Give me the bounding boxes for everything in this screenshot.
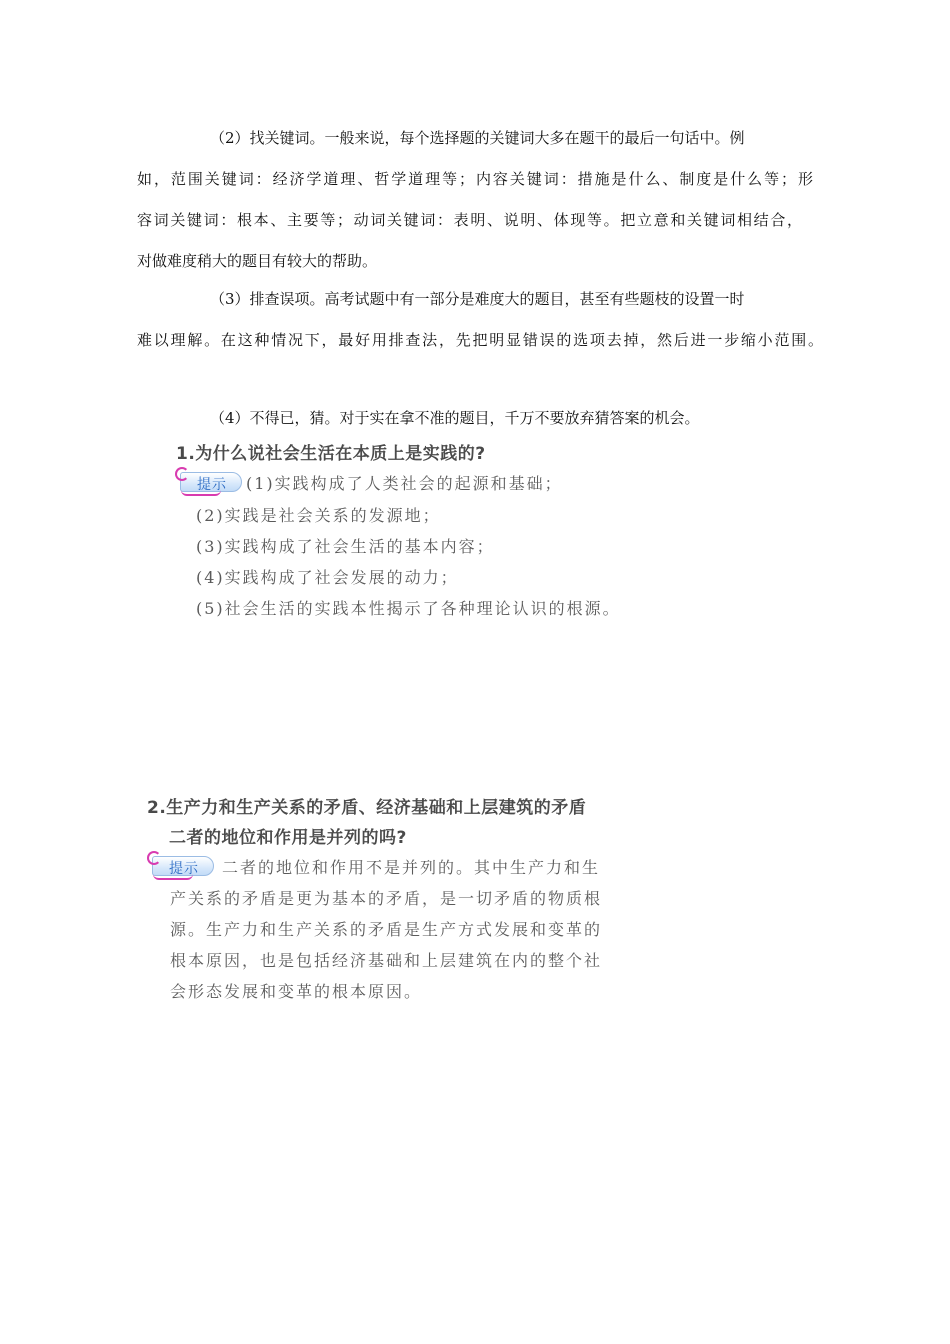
hint-label: 提示 [169, 861, 199, 877]
hint-badge [180, 472, 242, 492]
text-line: （2）找关键词。一般来说，每个选择题的关键词大多在题干的最后一句话中。例 [210, 129, 745, 147]
text-line: 容词关键词：根本、主要等；动词关键词：表明、说明、体现等。把立意和关键词相结合， [137, 211, 802, 229]
question-title: 二者的地位和作用是并列的吗? [169, 828, 407, 848]
text-line: 难以理解。在这种情况下，最好用排查法，先把明显错误的选项去掉，然后进一步缩小范围。 [137, 331, 823, 349]
hook-icon [175, 467, 189, 481]
hint-line: 产关系的矛盾是更为基本的矛盾，是一切矛盾的物质根 [170, 889, 603, 908]
hint-line: 二者的地位和作用不是并列的。其中生产力和生 [222, 858, 601, 877]
hint-line: 源。生产力和生产关系的矛盾是生产方式发展和变革的 [170, 920, 603, 939]
text-line: （3）排查误项。高考试题中有一部分是难度大的题目，甚至有些题枝的设置一时 [210, 290, 745, 308]
hint-line: 会形态发展和变革的根本原因。 [170, 982, 423, 1001]
question-title: 2.生产力和生产关系的矛盾、经济基础和上层建筑的矛盾 [147, 798, 587, 818]
hint-label: 提示 [197, 477, 227, 493]
hint-badge [152, 856, 214, 876]
hook-icon [147, 851, 161, 865]
hint-line: (1)实践构成了人类社会的起源和基础； [246, 474, 563, 493]
text-line: 如，范围关键词：经济学道理、哲学道理等；内容关键词：措施是什么、制度是什么等；形 [137, 170, 813, 188]
hint-line: (3)实践构成了社会生活的基本内容； [196, 537, 495, 556]
hint-line: 根本原因，也是包括经济基础和上层建筑在内的整个社 [170, 951, 603, 970]
hint-line: (4)实践构成了社会发展的动力； [196, 568, 459, 587]
text-line: （4）不得已，猜。对于实在拿不准的题目，千万不要放弃猜答案的机会。 [210, 409, 700, 427]
text-line: 对做难度稍大的题目有较大的帮助。 [137, 252, 378, 270]
hint-line: (2)实践是社会关系的发源地； [196, 506, 441, 525]
hint-line: (5)社会生活的实践本性揭示了各种理论认识的根源。 [196, 599, 621, 618]
question-title: 1.为什么说社会生活在本质上是实践的? [176, 444, 486, 464]
